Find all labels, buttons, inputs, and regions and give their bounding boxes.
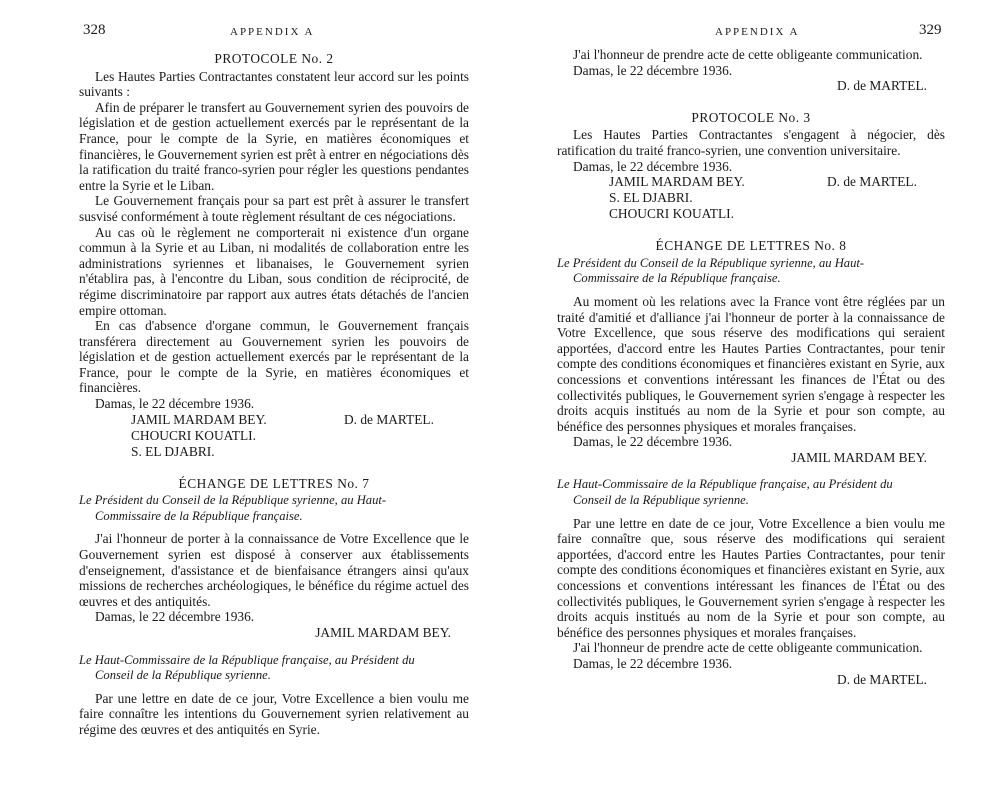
- running-header: APPENDIX A: [715, 26, 800, 38]
- running-header: APPENDIX A: [230, 26, 315, 38]
- signature: D. de MARTEL.: [344, 411, 434, 427]
- paragraph: Par une lettre en date de ce jour, Votre Excellence a bien voulu me faire connaître les intentions du Gouvernement syrien relativement au régime des œuvres et des antiquités en Syrie.: [79, 690, 469, 737]
- signature: JAMIL MARDAM BEY.: [131, 411, 267, 427]
- section-title: PROTOCOLE No. 3: [691, 109, 811, 125]
- letter-address: Le Président du Conseil de la République syrienne, au Haut-Commissaire de la République française.: [557, 255, 865, 286]
- section-title: ÉCHANGE DE LETTRES No. 7: [178, 475, 370, 491]
- page-number: 328: [83, 22, 106, 38]
- signature: D. de MARTEL.: [837, 671, 927, 687]
- paragraph: Le Gouvernement français pour sa part est prêt à assurer le transfert susvisé conformément à toute règlement résultant de ces négociations.: [79, 193, 469, 224]
- signature: JAMIL MARDAM BEY.: [315, 625, 451, 640]
- page-number: 329: [919, 22, 942, 38]
- left-column: [79, 47, 469, 738]
- date-line: Damas, le 22 décembre 1936.: [573, 434, 733, 450]
- section-title: ÉCHANGE DE LETTRES No. 8: [655, 238, 847, 254]
- paragraph: En cas d'absence d'organe commun, le Gouvernement français transférera directement au Gouvernement syrien les pouvoirs de législation et de gestion actuellement exercés par le représentant de la France, pour le compte de la Syrie, en matières économiques et financières.: [79, 318, 469, 396]
- signature: S. EL DJABRI.: [131, 443, 215, 459]
- date-line: Damas, le 22 décembre 1936.: [573, 62, 733, 78]
- paragraph: Les Hautes Parties Contractantes constatent leur accord sur les points suivants :: [79, 68, 469, 100]
- signature: D. de MARTEL.: [837, 78, 927, 94]
- signature: CHOUCRI KOUATLI.: [609, 206, 734, 222]
- right-column: [557, 47, 945, 687]
- date-line: Damas, le 22 décembre 1936.: [95, 396, 255, 412]
- signature: CHOUCRI KOUATLI.: [131, 427, 256, 443]
- signature-block: [557, 174, 945, 222]
- date-line: Damas, le 22 décembre 1936.: [573, 158, 733, 174]
- letter-address: Le Président du Conseil de la République syrienne, au Haut-Commissaire de la République française.: [79, 493, 387, 523]
- paragraph: Les Hautes Parties Contractantes s'engagent à négocier, dès ratification du traité franco-syrien, une convention universitaire.: [557, 127, 945, 158]
- date-line: Damas, le 22 décembre 1936.: [573, 656, 733, 671]
- section-title: PROTOCOLE No. 2: [214, 51, 334, 66]
- paragraph: Par une lettre en date de ce jour, Votre Excellence a bien voulu me faire connaître que, sous réserve des modifications qui seraient apportées, d'accord entre les Hautes Parties Contractantes, pour tenir compte des conditions économiques et financières existant en Syrie, aux concessions et conventions intéressant les finances de l'État ou des collectivités publiques, le Gouvernement syrien s'engage à respecter les droits acquis institués au nom de la Syrie et pour son compte, au bénéfice des personnes physiques et morales françaises.: [557, 515, 945, 640]
- signature: JAMIL MARDAM BEY.: [791, 449, 927, 465]
- paragraph: J'ai l'honneur de porter à la connaissance de Votre Excellence que le Gouvernement syrien est disposé à conserver aux établissements d'enseignement, d'assistance et de bienfaisance étrangers ainsi qu'aux missions de recherches archéologiques, le bénéfice du régime actuel des œuvres et des antiquités.: [79, 531, 469, 609]
- signature-block: [79, 412, 469, 460]
- paragraph: Au moment où les relations avec la France vont être réglées par un traité d'amitié et d'alliance j'ai l'honneur de porter à la connaissance de Votre Excellence, que sous réserve des modifications qui seraient apportées, d'accord entre les Hautes Parties Contractantes, pour tenir compte des conditions économiques et financières existant en Syrie, aux concessions et conventions intéressant les finances de l'État ou des collectivités publiques, le Gouvernement syrien s'engage à respecter les droits acquis institués au nom de la Syrie et pour son compte, au bénéfice des personnes physiques et morales françaises.: [557, 293, 945, 434]
- paragraph: Au cas où le règlement ne comporterait ni existence d'un organe commun à la Syrie et au Liban, ni modalités de collaboration entre les administrations syriennes et libanaises, le Gouvernement syrien n'établira pas, à l'encontre du Liban, sous condition de réciprocité, de régime discriminatoire par rapport aux autres états détachés de l'ancien empire ottoman.: [79, 224, 469, 318]
- letter-address: Le Haut-Commissaire de la République française, au Président du Conseil de la République syrienne.: [79, 652, 415, 683]
- signature: JAMIL MARDAM BEY.: [609, 174, 745, 190]
- letter-address: Le Haut-Commissaire de la République française, au Président du Conseil de la République syrienne.: [557, 477, 893, 508]
- signature: D. de MARTEL.: [827, 174, 917, 190]
- paragraph: Afin de préparer le transfert au Gouvernement syrien des pouvoirs de législation et de gestion actuellement exercés par le représentant de la France, pour le compte de la Syrie, en matières économiques et financières, le Gouvernement syrien est prêt à entrer en négociations dès la ratification du traité franco-syrien pour régler les questions pendantes entre la Syrie et le Liban.: [79, 99, 469, 193]
- paragraph: J'ai l'honneur de prendre acte de cette obligeante communication.: [573, 47, 923, 62]
- signature: S. EL DJABRI.: [609, 190, 693, 206]
- date-line: Damas, le 22 décembre 1936.: [95, 609, 255, 625]
- paragraph: J'ai l'honneur de prendre acte de cette obligeante communication.: [573, 640, 923, 656]
